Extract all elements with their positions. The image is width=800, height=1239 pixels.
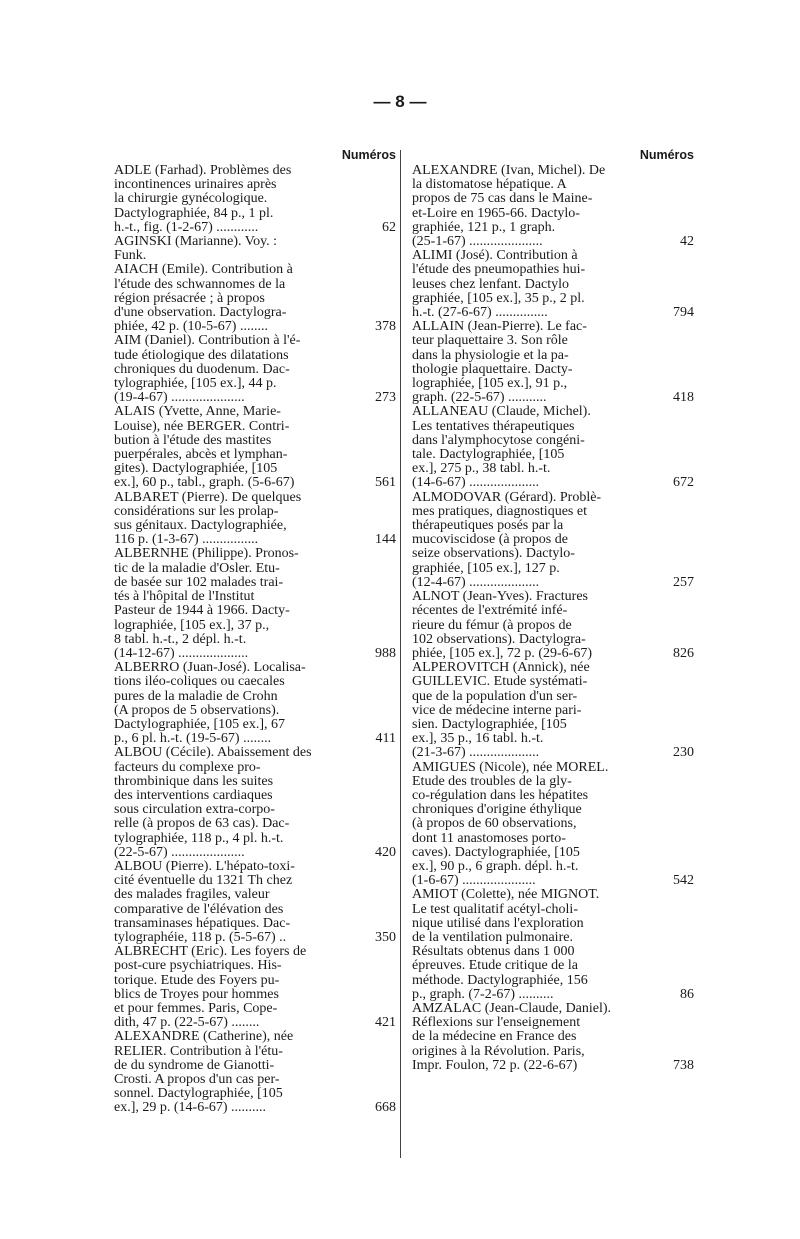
entry-text [114,1030,372,1115]
entry-number: 62 [382,219,396,235]
catalog-entry [412,590,694,661]
entry-line: thérapeutiques posés par la [412,518,564,534]
entry-line: ALBOU (Cécile). Abaissement des [114,745,312,761]
catalog-entry [412,761,694,889]
entry-line: (14-12-67) .................... [114,645,249,661]
entry-number: 672 [673,475,694,491]
catalog-entry [114,1030,396,1115]
entry-text [412,164,670,249]
entry-line: lographiée, [105 ex.], 91 p., [412,376,568,392]
entry-line: (21-3-67) .................... [412,745,540,761]
catalog-entry [114,334,396,405]
entry-line: Etude des troubles de la gly- [412,773,572,789]
entry-line: phiée, 42 p. (10-5-67) ........ [114,319,268,335]
entry-line: la distomatose hépatique. A [412,177,567,193]
entry-line: tic de la maladie d'Osler. Etu- [114,560,280,576]
catalog-entry [114,405,396,490]
entry-line: de du syndrome de Gianotti- [114,1057,275,1073]
entry-line: leuses chez lenfant. Dactylo [412,276,570,292]
entry-number: 794 [673,305,694,321]
entry-line: dont 11 anastomoses porto- [412,830,566,846]
entry-line: chroniques du duodenum. Dac- [114,361,290,377]
entry-text [114,334,372,405]
entry-line: ALBERNHE (Philippe). Pronos- [114,546,299,562]
entry-line: (12-4-67) .................... [412,574,540,590]
entry-line: lographiée, [105 ex.], 37 p., [114,617,270,633]
catalog-entry [114,164,396,235]
entry-line: des malades fragiles, valeur [114,887,270,903]
catalog-entry [412,405,694,490]
entry-line: dans la physiologie et la pa- [412,347,569,363]
entry-line: mucoviscidose (à propos de [412,532,568,548]
entry-text [114,491,372,548]
entry-line: ex.], 29 p. (14-6-67) .......... [114,1100,267,1116]
entry-number: 257 [673,574,694,590]
entry-line: AGINSKI (Marianne). Voy. : [114,234,278,250]
entry-number: 144 [375,532,396,548]
entry-number: 826 [673,645,694,661]
entry-line: ADLE (Farhad). Problèmes des [114,163,292,178]
entry-number: 668 [375,1100,396,1116]
entry-text [114,263,372,334]
entry-line: AMIGUES (Nicole), née MOREL. [412,759,609,775]
entry-number: 350 [375,929,396,945]
catalog-entry [114,235,396,263]
entry-line: de basée sur 102 malades trai- [114,574,284,590]
catalog-entry [114,746,396,860]
entry-line: vice de médecine interne pari- [412,702,582,718]
entry-line: cité éventuelle du 1321 Th chez [114,873,293,889]
entry-line: méthode. Dactylographiée, 156 [412,972,588,988]
entry-line: ALMODOVAR (Gérard). Problè- [412,489,602,505]
entry-line: Pasteur de 1944 à 1966. Dacty- [114,603,290,619]
catalog-entry [114,860,396,945]
entry-line: comparative de l'élévation des [114,901,284,917]
entry-line: tylographiée, 118 p., 4 pl. h.-t. [114,830,284,846]
entry-line: gites). Dactylographiée, [105 [114,461,278,477]
entry-line: (à propos de 60 observations, [412,816,577,832]
entry-line: AMZALAC (Jean-Claude, Daniel). [412,1000,612,1016]
entry-line: ALEXANDRE (Catherine), née [114,1029,294,1045]
entry-line: tés à l'hôpital de l'Institut [114,589,255,605]
entry-line: Les tentatives thérapeutiques [412,418,575,434]
entry-line: ex.], 60 p., tabl., graph. (5-6-67) [114,475,295,491]
column-header: Numéros [341,148,396,162]
entry-number: 988 [375,645,396,661]
entry-line: ex.], 35 p., 16 tabl. h.-t. [412,731,544,747]
catalog-entry [412,320,694,405]
entry-line: post-cure psychiatriques. His- [114,958,282,974]
entry-line: mes pratiques, diagnostiques et [412,503,587,519]
entry-line: teur plaquettaire 3. Son rôle [412,333,568,349]
entry-line: (A propos de 5 observations). [114,702,280,718]
entry-line: et-Loire en 1965-66. Dactylo- [412,205,580,221]
column-header: Numéros [639,148,694,162]
entry-number: 420 [375,844,396,860]
entry-line: (19-4-67) ..................... [114,390,245,406]
entry-line: ALBARET (Pierre). De quelques [114,489,302,505]
entry-line: ALEXANDRE (Ivan, Michel). De [412,163,606,178]
catalog-entry [412,1002,694,1073]
entry-line: tions iléo-coliques ou caecales [114,674,285,690]
entry-line: ex.], 90 p., 6 graph. dépl. h.-t. [412,858,579,874]
entry-line: propos de 75 cas dans le Maine- [412,191,593,207]
catalog-entry [114,491,396,548]
entry-line: torique. Etude des Foyers pu- [114,972,280,988]
entry-text [114,860,372,945]
catalog-entry [412,661,694,760]
entry-line: tylographéie, 118 p. (5-5-67) .. [114,929,287,945]
entry-text [114,945,372,1030]
entry-line: récentes de l'extrémité infé- [412,603,568,619]
entry-line: l'étude des schwannomes de la [114,276,286,292]
entry-line: et pour femmes. Paris, Cope- [114,1000,278,1016]
entry-text [114,405,372,490]
entry-line: sonnel. Dactylographiée, [105 [114,1086,283,1102]
catalog-entry [114,945,396,1030]
entry-text [412,405,670,490]
entry-line: 102 observations). Dactylogra- [412,631,586,647]
entry-line: graphiée, [105 ex.], 35 p., 2 pl. [412,290,585,306]
entry-line: nique utilisé dans l'exploration [412,915,584,931]
entry-line: sien. Dactylographiée, [105 [412,716,567,732]
entry-line: ALBERRO (Juan-José). Localisa- [114,660,306,676]
entry-line: h.-t. (27-6-67) ............... [412,305,548,321]
entry-text [114,164,372,235]
entry-line: (25-1-67) ..................... [412,234,543,250]
entry-text [114,661,372,746]
entry-line: origines à la Révolution. Paris, [412,1043,585,1059]
entry-line: AMIOT (Colette), née MIGNOT. [412,887,600,903]
entry-line: ALLANEAU (Claude, Michel). [412,404,591,420]
entry-line: ex.], 275 p., 38 tabl. h.-t. [412,461,551,477]
entry-line: dith, 47 p. (22-5-67) ........ [114,1015,260,1031]
entry-line: RELIER. Contribution à l'étu- [114,1043,283,1059]
entry-number: 421 [375,1015,396,1031]
entry-line: dans l'alymphocytose congéni- [412,432,585,448]
entry-line: seize observations). Dactylo- [412,546,575,562]
entry-line: tale. Dactylographiée, [105 [412,447,565,463]
entry-line: tude étiologique des dilatations [114,347,289,363]
catalog-entry [114,263,396,334]
entry-line: des interventions cardiaques [114,787,273,803]
entry-line: Réflexions sur l'enseignement [412,1015,581,1031]
catalog-entry [114,547,396,661]
entry-text [412,590,670,661]
entry-line: ALAIS (Yvette, Anne, Marie- [114,404,281,420]
entry-line: (22-5-67) ..................... [114,844,245,860]
entry-line: (14-6-67) .................... [412,475,540,491]
entry-number: 418 [673,390,694,406]
entry-line: de la médecine en France des [412,1029,577,1045]
entry-line: Dactylographiée, 84 p., 1 pl. [114,205,274,221]
entry-line: 8 tabl. h.-t., 2 dépl. h.-t. [114,631,247,647]
entry-line: graph. (22-5-67) ........... [412,390,547,406]
entry-line: sous circulation extra-corpo- [114,802,275,818]
catalog-entry [412,164,694,249]
entry-line: sus génitaux. Dactylographiée, [114,518,287,534]
entry-line: ALPEROVITCH (Annick), née [412,660,590,676]
entry-line: Impr. Foulon, 72 p. (22-6-67) [412,1057,578,1073]
entry-line: pures de la maladie de Crohn [114,688,278,704]
entry-number: 42 [680,234,694,250]
entry-line: tylographiée, [105 ex.], 44 p. [114,376,277,392]
entry-line: ALBRECHT (Eric). Les foyers de [114,944,307,960]
entry-line: graphiée, 121 p., 1 graph. [412,219,556,235]
column-divider [400,150,401,1158]
entry-line: Résultats obtenus dans 1 000 [412,944,575,960]
entry-line: (1-6-67) ..................... [412,873,536,889]
entry-line: Crosti. A propos d'un cas per- [114,1072,280,1087]
entry-text [114,547,372,661]
entry-line: Le test qualitatif acétyl-choli- [412,901,578,917]
entry-line: h.-t., fig. (1-2-67) ............ [114,219,259,235]
entry-line: thologie plaquettaire. Dacty- [412,361,573,377]
right-column [412,146,694,1073]
entry-line: ALNOT (Jean-Yves). Fractures [412,589,589,605]
entry-line: phiée, [105 ex.], 72 p. (29-6-67) [412,645,593,661]
entry-text [114,235,372,263]
entry-number: 561 [375,475,396,491]
entry-line: bution à l'étude des mastites [114,432,272,448]
entry-line: considérations sur les prolap- [114,503,279,519]
entry-text [412,888,670,1002]
entry-line: AIM (Daniel). Contribution à l'é- [114,333,301,349]
entry-line: p., 6 pl. h.-t. (19-5-67) ........ [114,731,272,747]
left-column [114,146,396,1116]
entry-number: 273 [375,390,396,406]
entry-line: incontinences urinaires après [114,177,277,193]
entry-line: AIACH (Emile). Contribution à [114,262,293,278]
entry-text [412,491,670,590]
entry-line: de la ventilation pulmonaire. [412,929,573,945]
entry-line: transaminases hépatiques. Dac- [114,915,291,931]
catalog-entry [412,491,694,590]
entry-number: 542 [673,873,694,889]
entry-line: ALBOU (Pierre). L'hépato-toxi- [114,858,295,874]
entry-line: GUILLEVIC. Etude systémati- [412,674,588,690]
entry-text [412,761,670,889]
entry-line: Funk. [114,248,147,264]
entry-line: co-régulation dans les hépatites [412,787,589,803]
entry-text [412,1002,670,1073]
entry-number: 86 [680,986,694,1002]
entry-line: épreuves. Etude critique de la [412,958,578,974]
entry-line: p., graph. (7-2-67) .......... [412,986,554,1002]
catalog-entry [114,661,396,746]
entry-line: 116 p. (1-3-67) ................ [114,532,259,548]
entry-line: d'une observation. Dactylogra- [114,305,287,321]
catalog-entry [412,249,694,320]
entry-line: thrombinique dans les suites [114,773,274,789]
entry-line: facteurs du complexe pro- [114,759,261,775]
entry-line: puerpérales, abcès et lymphan- [114,447,288,463]
entry-text [412,661,670,760]
entry-number: 738 [673,1057,694,1073]
entry-line: l'étude des pneumopathies hui- [412,262,586,278]
entry-number: 411 [375,731,396,747]
entry-line: la chirurgie gynécologique. [114,191,268,207]
entry-line: Dactylographiée, [105 ex.], 67 [114,716,286,732]
entry-line: que de la population d'un ser- [412,688,578,704]
page-number: — 8 — [373,92,427,111]
entry-line: caves). Dactylographiée, [105 [412,844,580,860]
catalog-entry [412,888,694,1002]
entry-line: graphiée, [105 ex.], 127 p. [412,560,560,576]
entry-line: relle (à propos de 63 cas). Dac- [114,816,290,832]
entry-line: chroniques d'origine éthylique [412,802,582,818]
entry-line: Louise), née BERGER. Contri- [114,418,290,434]
entry-line: région présacrée ; à propos [114,290,265,306]
entry-line: rieure du fémur (à propos de [412,617,572,633]
entry-text [412,249,670,320]
entry-text [114,746,372,860]
entry-line: ALIMI (José). Contribution à [412,248,578,264]
entry-number: 378 [375,319,396,335]
entry-line: blics de Troyes pour hommes [114,986,279,1002]
entry-number: 230 [673,745,694,761]
entry-line: ALLAIN (Jean-Pierre). Le fac- [412,319,587,335]
entry-text [412,320,670,405]
